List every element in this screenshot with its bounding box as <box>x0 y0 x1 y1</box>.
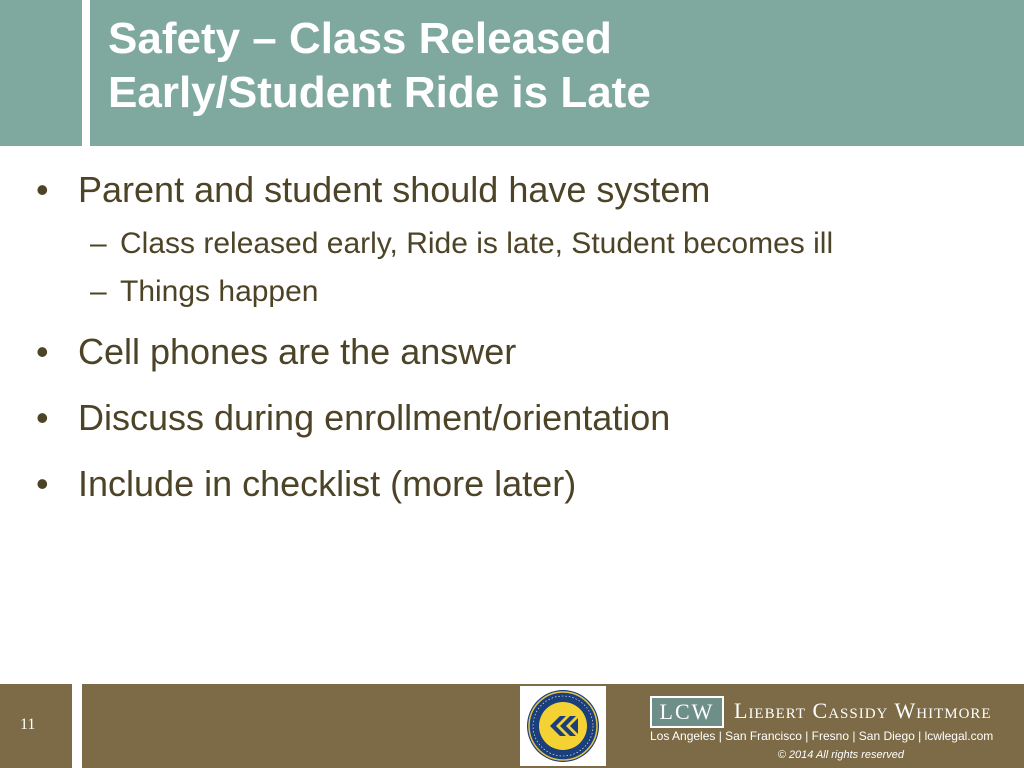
sub-bullet-text: Class released early, Ride is late, Student becomes ill <box>120 227 834 260</box>
title-left-strip <box>0 0 82 146</box>
bullet-list <box>30 168 990 528</box>
bullet-item <box>30 330 990 374</box>
footer-divider <box>72 684 82 768</box>
bullet-marker: • <box>36 463 49 504</box>
bullet-text: Parent and student should have system <box>78 169 711 210</box>
sub-bullet-item <box>90 274 920 310</box>
bullet-marker: • <box>36 169 49 210</box>
sub-bullet-marker: – <box>90 275 107 308</box>
college-seal-icon <box>520 686 606 766</box>
slide-title <box>108 12 1008 120</box>
copyright-notice: © 2014 All rights reserved <box>777 749 904 761</box>
slide-title-line-1: Safety – Class Released <box>108 14 612 63</box>
bullet-marker: • <box>36 397 49 438</box>
bullet-text: Include in checklist (more later) <box>78 463 577 504</box>
lcw-abbrev-box: LCW <box>650 696 724 728</box>
bullet-marker: • <box>36 331 49 372</box>
page-number: 11 <box>20 716 36 733</box>
bullet-item <box>30 168 990 212</box>
firm-name: Liebert Cassidy Whitmore <box>734 698 992 723</box>
bullet-text: Cell phones are the answer <box>78 331 517 372</box>
bullet-item <box>30 462 990 506</box>
bullet-text: Discuss during enrollment/orientation <box>78 397 671 438</box>
office-locations: Los Angeles | San Francisco | Fresno | San Diego | lcwlegal.com <box>650 729 994 743</box>
sub-bullet-item <box>90 226 920 262</box>
footer-left-strip <box>0 684 72 768</box>
sub-bullet-marker: – <box>90 227 107 260</box>
slide-title-line-2: Early/Student Ride is Late <box>108 68 651 117</box>
sub-bullet-text: Things happen <box>120 275 319 308</box>
bullet-item <box>30 396 990 440</box>
title-divider <box>82 0 90 146</box>
